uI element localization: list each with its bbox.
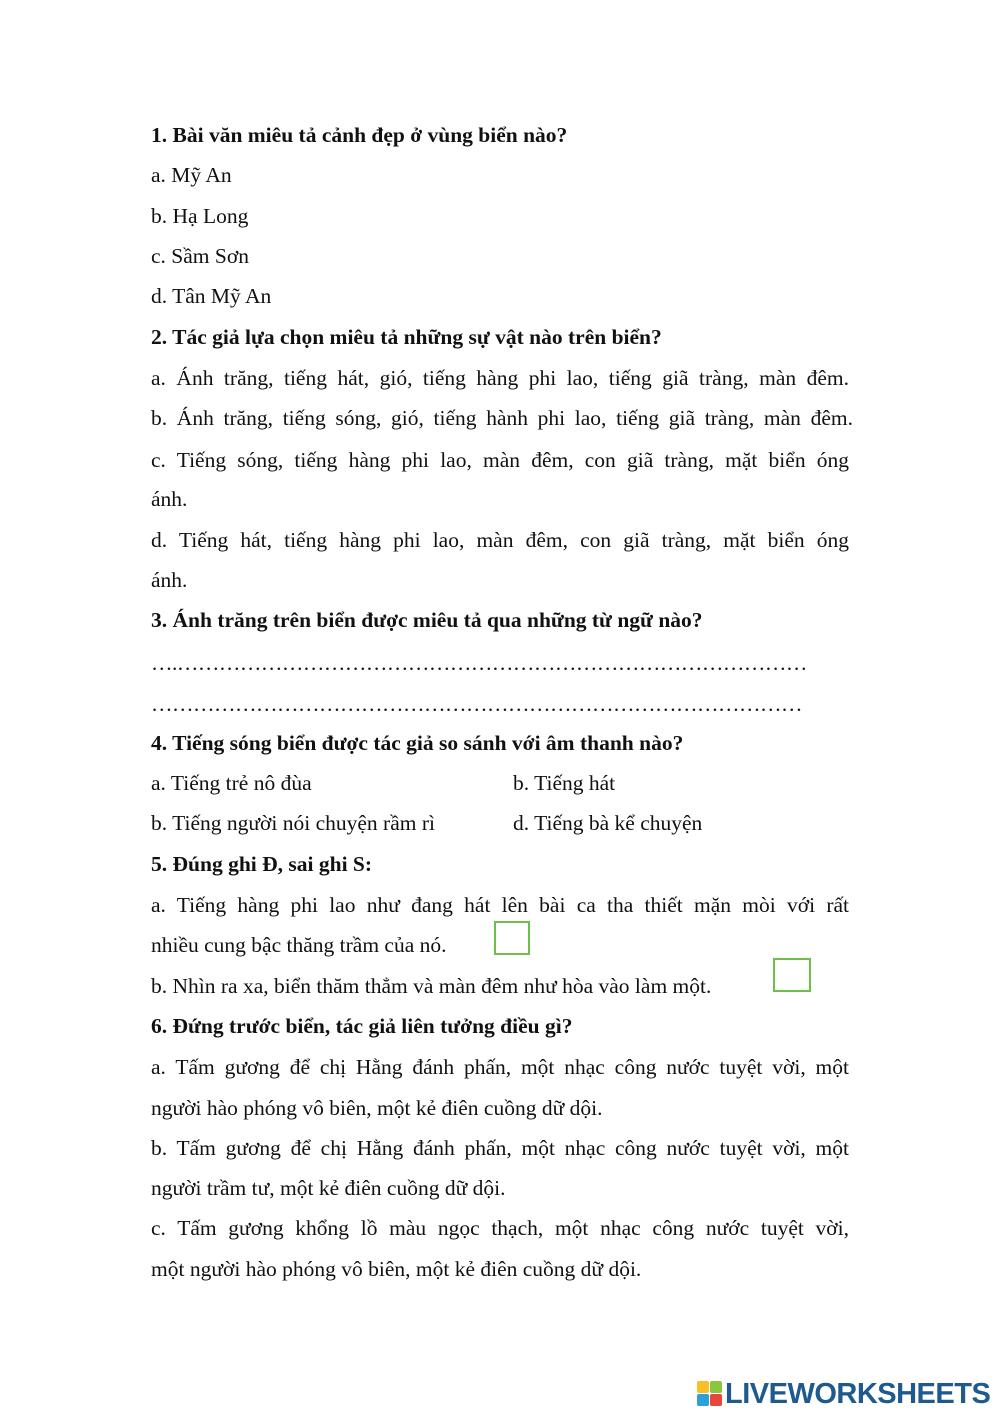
answer-box-a[interactable]: [494, 921, 530, 955]
question-1-option-d: d. Tân Mỹ An: [151, 284, 272, 308]
question-1-option-a: a. Mỹ An: [151, 163, 232, 187]
question-5-title: 5. Đúng ghi Đ, sai ghi S:: [151, 852, 373, 876]
logo-text: LIVEWORKSHEETS: [725, 1377, 991, 1410]
liveworksheets-logo-icon: [697, 1381, 723, 1407]
question-6-option-a-cont: người hào phóng vô biên, một kẻ điên cuồng dữ dội.: [151, 1096, 603, 1120]
question-2-option-c: c. Tiếng sóng, tiếng hàng phi lao, màn đêm, con giã tràng, mặt biển óng: [151, 448, 849, 472]
question-6-option-b-cont: người trầm tư, một kẻ điên cuồng dữ dội.: [151, 1176, 506, 1200]
question-6-title: 6. Đứng trước biển, tác giả liên tưởng điều gì?: [151, 1014, 573, 1038]
question-1-title: 1. Bài văn miêu tả cảnh đẹp ở vùng biển nào?: [151, 123, 568, 147]
question-4-option-d: d. Tiếng bà kể chuyện: [513, 811, 703, 835]
liveworksheets-logo[interactable]: [697, 1376, 990, 1412]
question-5-statement-b: b. Nhìn ra xa, biển thăm thẳm và màn đêm như hòa vào làm một.: [151, 974, 712, 998]
answer-box-b[interactable]: [773, 958, 811, 992]
question-6-option-c: c. Tấm gương khổng lồ màu ngọc thạch, một nhạc công nước tuyệt vời,: [151, 1216, 849, 1240]
question-4-option-b: b. Tiếng hát: [513, 771, 616, 795]
question-2-option-c-cont: ánh.: [151, 487, 188, 511]
question-1-option-b: b. Hạ Long: [151, 204, 249, 228]
question-6-option-c-cont: một người hào phóng vô biên, một kẻ điên cuồng dữ dội.: [151, 1257, 642, 1281]
question-3-title: 3. Ánh trăng trên biển được miêu tả qua những từ ngữ nào?: [151, 608, 703, 632]
question-3-answer-line-1[interactable]: ….………………………………………………………………………………: [151, 651, 807, 675]
question-5-statement-a-cont: nhiều cung bậc thăng trầm của nó.: [151, 933, 447, 957]
question-5-statement-a: a. Tiếng hàng phi lao như đang hát lên bài ca tha thiết mặn mòi với rất: [151, 893, 849, 917]
question-2-option-d-cont: ánh.: [151, 568, 188, 592]
question-2-option-d: d. Tiếng hát, tiếng hàng phi lao, màn đêm, con giã tràng, mặt biển óng: [151, 528, 849, 552]
question-6-option-b: b. Tấm gương để chị Hằng đánh phấn, một nhạc công nước tuyệt vời, một: [151, 1136, 849, 1160]
question-4-option-b2: b. Tiếng người nói chuyện rầm rì: [151, 811, 435, 835]
question-4-option-a: a. Tiếng trẻ nô đùa: [151, 771, 312, 795]
question-1-option-c: c. Sầm Sơn: [151, 244, 249, 268]
question-2-option-b: b. Ánh trăng, tiếng sóng, gió, tiếng hành phi lao, tiếng giã tràng, màn đêm.: [151, 406, 853, 430]
question-3-answer-line-2[interactable]: …………………………………………………………………………………: [151, 692, 802, 716]
question-4-title: 4. Tiếng sóng biển được tác giả so sánh với âm thanh nào?: [151, 731, 684, 755]
question-6-option-a: a. Tấm gương để chị Hằng đánh phấn, một nhạc công nước tuyệt vời, một: [151, 1055, 849, 1079]
question-2-title: 2. Tác giả lựa chọn miêu tả những sự vật nào trên biển?: [151, 325, 662, 349]
question-2-option-a: a. Ánh trăng, tiếng hát, gió, tiếng hàng phi lao, tiếng giã tràng, màn đêm.: [151, 366, 849, 390]
